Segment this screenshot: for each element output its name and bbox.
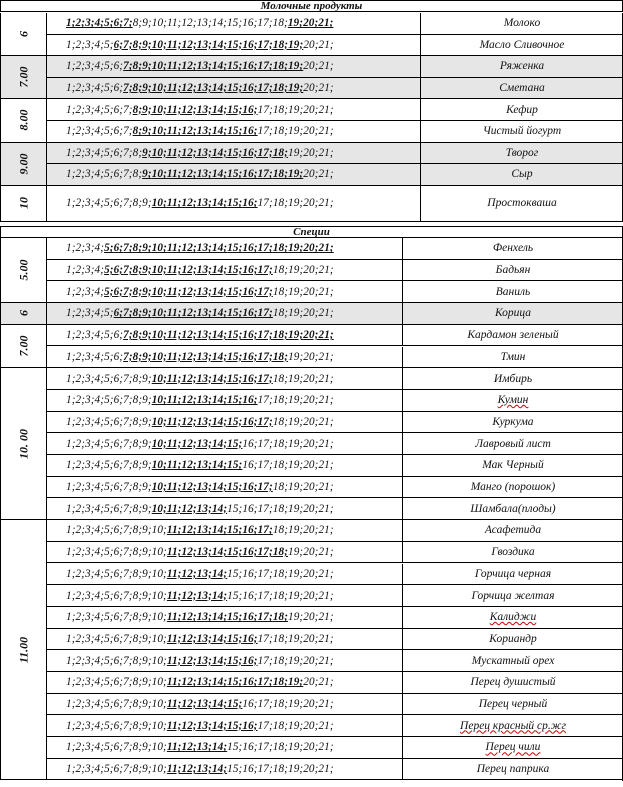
product-name [420, 186, 623, 221]
product-name-text: Тмин [500, 350, 526, 363]
table-row [47, 672, 623, 694]
time-label: 11.00 [16, 636, 30, 663]
product-name [402, 238, 623, 259]
day-sequence: 1;2;3;4;5;6;7; 8; 9; 10; 11; 12; 13; 14; 15; 16; 17;18;19;20;21; [66, 125, 334, 138]
table-row [47, 390, 623, 412]
product-name [402, 303, 623, 324]
table-row [47, 650, 623, 672]
product-name [402, 694, 623, 715]
product-name-text: Мак Черный [482, 459, 544, 472]
table-row [47, 325, 623, 347]
table-row [47, 542, 623, 564]
table-row [47, 121, 623, 143]
product-name [420, 56, 623, 77]
product-name-text: Масло Сливочное [479, 38, 565, 51]
product-name-text: Молоко [503, 17, 541, 30]
time-label: 10. 00 [16, 428, 30, 459]
section-title: Специи [0, 226, 623, 238]
product-name-text: Сметана [499, 82, 545, 95]
product-name [402, 477, 623, 498]
product-name-text: Куркума [492, 415, 534, 428]
day-sequence: 1;2;3;4; 5; 6; 7; 8; 9; 10; 11; 12; 13; 14; 15; 16; 17; 18;19;20;21; [66, 285, 334, 298]
product-name-text: Ваниль [495, 285, 531, 298]
day-sequence: 1;2;3;4;5;6;7;8;9;10; 11; 12; 13; 14; 15; 16; 17; 18; 19;20;21; [66, 546, 334, 559]
time-cell [0, 368, 47, 520]
time-cell [0, 143, 47, 186]
product-name [402, 542, 623, 563]
day-sequence: 1;2;3;4;5;6;7;8;9;10; 11; 12; 13; 14; 15;16;17;18;19;20;21; [66, 763, 334, 776]
product-name-text: Лавровый лист [475, 437, 551, 450]
table-row [47, 186, 623, 222]
product-name [402, 390, 623, 411]
product-name [402, 281, 623, 302]
table-row [47, 238, 623, 260]
day-sequence: 1;2;3;4;5;6;7;8; 9; 10; 11; 12; 13; 14; 15; 16; 17; 18; 19; 20;21; [66, 168, 334, 181]
time-cell [0, 325, 47, 368]
product-name [402, 650, 623, 671]
product-name-text: Перец чили [485, 741, 541, 754]
product-name [402, 433, 623, 454]
time-cell [0, 13, 47, 56]
day-sequence: 1;2;3;4;5;6;7;8;9; 10; 11; 12; 13; 14; 15;16;17;18;19;20;21; [66, 502, 334, 515]
product-name-text: Шамбала(плоды) [470, 502, 556, 515]
table-row [47, 412, 623, 434]
day-sequence: 1;2;3;4;5;6;7;8;9;10; 11; 12; 13; 14; 15;16;17;18;19;20;21; [66, 567, 334, 580]
product-name-text: Простокваша [487, 197, 557, 210]
product-name-text: Бадьян [495, 264, 531, 277]
day-sequence: 1;2;3;4; 5; 6; 7; 8; 9; 10; 11; 12; 13; 14; 15; 16; 17; 18;19;20;21; [66, 264, 334, 277]
product-name-text: Калиджи [489, 611, 537, 624]
product-name [402, 585, 623, 606]
product-name [402, 347, 623, 368]
time-cell [0, 186, 47, 222]
time-label: 5.00 [16, 259, 30, 281]
day-sequence: 1;2;3;4;5;6;7;8; 9; 10; 11; 12; 13; 14; 15; 16; 17; 18; 19;20;21; [66, 146, 334, 159]
day-sequence: 1;2;3;4;5;6;7;8;9;10; 11; 12; 13; 14; 15; 16; 17;18;19;20;21; [66, 632, 334, 645]
day-sequence: 1;2;3;4;5;6;7;8;9; 10; 11; 12; 13; 14; 15; 16; 17;18;19;20;21; [66, 394, 334, 407]
table-row [47, 35, 623, 57]
day-sequence: 1;2;3;4;5;6;7;8;9;10; 11; 12; 13; 14; 15; 16; 17; 18; 19;20;21; [66, 611, 334, 624]
product-name [402, 455, 623, 476]
product-name-text: Чистый йогурт [482, 125, 562, 138]
time-label: 9.00 [16, 153, 30, 175]
day-sequence: 1;2;3;4;5;6; 7; 8; 9; 10; 11; 12; 13; 14; 15; 16; 17; 18; 19; 20; 21; [66, 329, 334, 342]
product-name [420, 143, 623, 164]
day-sequence: 1;2;3;4;5;6;7;8;9; 10; 11; 12; 13; 14; 15; 16;17;18;19;20;21; [66, 437, 334, 450]
day-sequence: 1;2;3;4;5;6; 7; 8; 9; 10; 11; 12; 13; 14; 15; 16; 17; 18; 19;20;21; [66, 350, 334, 363]
product-name-text: Фенхель [492, 242, 534, 255]
table-row [47, 737, 623, 759]
product-name [420, 78, 623, 99]
product-name [420, 164, 623, 185]
table-row [47, 759, 623, 781]
time-cell [0, 520, 47, 780]
table-row [47, 143, 623, 165]
day-sequence: 1;2;3;4; 5; 6; 7; 8; 9; 10; 11; 12; 13; 14; 15; 16; 17; 18; 19; 20; 21; [66, 242, 334, 255]
time-label: 6 [16, 31, 30, 38]
day-sequence: 1;2;3;4;5;6;7;8;9; 10; 11; 12; 13; 14; 15; 16;17;18;19;20;21; [66, 459, 334, 472]
time-label: 8.00 [16, 109, 30, 131]
time-cell [0, 56, 47, 99]
product-name-text: Манго (порошок) [470, 481, 556, 494]
product-name [420, 13, 623, 34]
product-name-text: Перец черный [478, 698, 548, 711]
product-name-text: Имбирь [493, 372, 533, 385]
day-sequence: 1;2;3;4;5;6;7;8;9;10; 11; 12; 13; 14; 15; 16; 17; 18; 19; 20;21; [66, 676, 334, 689]
product-name [402, 607, 623, 628]
table-row [47, 498, 623, 520]
product-name [420, 121, 623, 142]
table-row [47, 564, 623, 586]
day-sequence: 1;2;3;4;5;6; 7; 8; 9; 10; 11; 12; 13; 14; 15; 16; 17; 18; 19; 20;21; [66, 82, 334, 95]
day-sequence: 1;2;3;4;5;6;7; 8; 9; 10; 11; 12; 13; 14; 15; 16; 17;18;19;20;21; [66, 103, 334, 116]
day-sequence: 1; 2; 3; 4; 5; 6; 7; 8;9;10;11;12;13;14;15;16;17;18; 19; 20; 21; [66, 17, 334, 30]
product-name [402, 412, 623, 433]
product-name-text: Кардамон зеленый [467, 329, 559, 342]
time-label: 6 [16, 310, 30, 317]
table-row [47, 715, 623, 737]
table-row [47, 694, 623, 716]
product-name [420, 99, 623, 120]
product-name-text: Корица [494, 307, 532, 320]
product-name [402, 520, 623, 541]
product-name-text: Сыр [511, 168, 533, 181]
day-sequence: 1;2;3;4;5; 6; 7; 8; 9; 10; 11; 12; 13; 14; 15; 16; 17; 18; 19; 20;21; [66, 38, 334, 51]
day-sequence: 1;2;3;4;5;6;7;8;9; 10; 11; 12; 13; 14; 15; 16; 17; 18;19;20;21; [66, 481, 334, 494]
product-name-text: Кориандр [489, 632, 537, 645]
day-sequence: 1;2;3;4;5; 6; 7; 8; 9; 10; 11; 12; 13; 14; 15; 16; 17; 18;19;20;21; [66, 307, 334, 320]
table-row [47, 607, 623, 629]
product-name [402, 759, 623, 780]
day-sequence: 1;2;3;4;5;6;7;8;9;10; 11; 12; 13; 14; 15; 16; 17;18;19;20;21; [66, 654, 334, 667]
table-row [47, 13, 623, 35]
table-row [47, 281, 623, 303]
product-name [402, 498, 623, 519]
table-row [47, 433, 623, 455]
day-sequence: 1;2;3;4;5;6;7;8;9;10; 11; 12; 13; 14; 15;16;17;18;19;20;21; [66, 589, 334, 602]
product-name [402, 672, 623, 693]
table-row [47, 56, 623, 78]
section-title: Молочные продукты [0, 0, 623, 12]
table-row [47, 477, 623, 499]
table-row [47, 629, 623, 651]
product-name-text: Кумин [497, 394, 529, 407]
table-row [47, 303, 623, 325]
product-name-text: Перец паприка [476, 763, 550, 776]
table-row [47, 520, 623, 542]
product-name [402, 325, 623, 346]
table-row [47, 347, 623, 369]
product-name-text: Горчица черная [474, 567, 552, 580]
table-row [47, 260, 623, 282]
time-cell [0, 303, 47, 325]
day-sequence: 1;2;3;4;5;6;7;8;9;10; 11; 12; 13; 14; 15; 16;17;18;19;20;21; [66, 698, 334, 711]
day-sequence: 1;2;3;4;5;6;7;8;9; 10; 11; 12; 13; 14; 15; 16; 17; 18;19;20;21; [66, 415, 334, 428]
table-row [47, 455, 623, 477]
product-name [402, 260, 623, 281]
time-cell [0, 99, 47, 142]
time-label: 10 [16, 197, 30, 210]
table-row [47, 99, 623, 121]
product-name-text: Перец красный ср.жг [460, 719, 566, 732]
product-name [402, 715, 623, 736]
time-label: 7.00 [16, 335, 30, 357]
product-name-text: Мускатный орех [471, 654, 555, 667]
product-name-text: Асафетида [484, 524, 542, 537]
product-name-text: Кефир [506, 103, 538, 116]
table-row [47, 78, 623, 100]
product-name-text: Перец душистый [470, 676, 556, 689]
product-name-text: Творог [505, 146, 539, 159]
day-sequence: 1;2;3;4;5;6;7;8;9;10; 11; 12; 13; 14; 15;16;17;18;19;20;21; [66, 741, 334, 754]
table-row [47, 585, 623, 607]
time-cell [0, 238, 47, 303]
day-sequence: 1;2;3;4;5;6; 7; 8; 9; 10; 11; 12; 13; 14; 15; 16; 17; 18; 19; 20;21; [66, 60, 334, 73]
day-sequence: 1;2;3;4;5;6;7;8;9;10; 11; 12; 13; 14; 15; 16; 17; 18;19;20;21; [66, 524, 334, 537]
day-sequence: 1;2;3;4;5;6;7;8;9; 10; 11; 12; 13; 14; 15; 16; 17; 18;19;20;21; [66, 372, 334, 385]
product-name [402, 368, 623, 389]
product-name [402, 564, 623, 585]
product-name-text: Ряженка [499, 60, 545, 73]
time-label: 7.00 [16, 66, 30, 88]
product-name [402, 737, 623, 758]
product-name [402, 629, 623, 650]
product-name-text: Горчица желтая [471, 589, 555, 602]
table-row [47, 368, 623, 390]
product-name-text: Гвоздика [491, 546, 535, 559]
product-name [420, 35, 623, 56]
day-sequence: 1;2;3;4;5;6;7;8;9;10; 11; 12; 13; 14; 15; 16; 17;18;19;20;21; [66, 719, 334, 732]
table-row [47, 164, 623, 186]
day-sequence: 1;2;3;4;5;6;7;8;9; 10; 11; 12; 13; 14; 15; 16; 17;18;19;20;21; [66, 197, 334, 210]
